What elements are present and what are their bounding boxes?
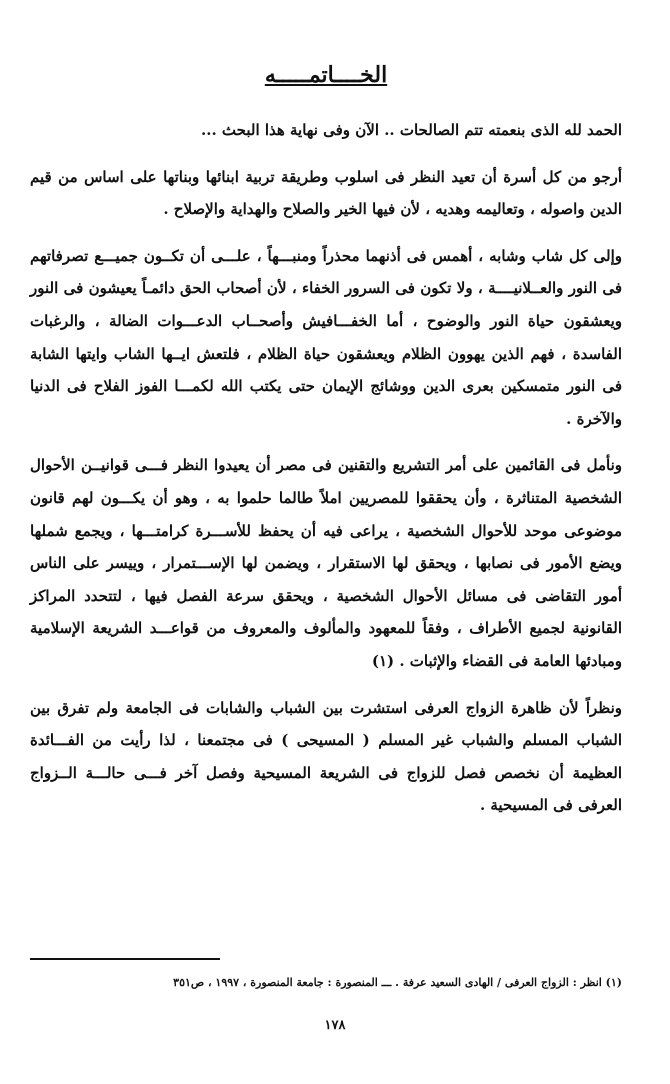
document-page (30, 58, 622, 836)
paragraph-intro: الحمد لله الذى بنعمته تتم الصالحات .. الآن وفى نهاية هذا البحث ... (201, 121, 622, 139)
paragraph-youth: وإلى كل شاب وشابه ، أهمس فى أذنهما محذراً ومنبـــهاً ، علـــى أن تكــون جميـــع تصرفاتهم فى النور والعــلانيــــة ، ولا تكون فى السرور الخفاء ، لأن أصحاب الحق دائمـاً يعيشون فى النور ويعشقون حياة النور والوضوح ، أما الخفـــافيش وأصحــاب الدعـــوات الضالة ، والرغبات الفاسدة ، فهم الذين يهوون الظلام ويعشقون حياة الظلام ، فلتعش ايــها الشاب وايتها الشابة فى النور متمسكين بعرى الدين ووشائج الإيمان حتى يكتب الله لكمـــا الفوز الفلاح فى الدنيا والآخرة . (30, 246, 622, 428)
paragraph-customary-marriage: ونظراً لأن ظاهرة الزواج العرفى استشرت بين الشباب والشابات فى الجامعة ولم تفرق بين الشباب المسلم والشباب غير المسلم ( المسيحى ) فى مجتمعنا ، لذا رأيت من الفـــائدة العظيمة أن نخصص فصل للزواج فى الشريعة المسيحية وفصل آخر فـــى حالـــة الــزواج العرفى فى المسيحية . (30, 698, 623, 815)
page-number: ١٧٨ (324, 1018, 346, 1033)
footnote: (١) انظر : الزواج العرفى / الهادى السعيد عرفة . ـــ المنصورة : جامعة المنصورة ، ١٩٩٧ ، ص٣٥١ (173, 976, 622, 989)
paragraph-legislation: ونأمل فى القائمين على أمر التشريع والتقنين فى مصر أن يعيدوا النظر فـــى قوانيــن الأحوال الشخصية المتناثرة ، وأن يحققوا للمصريين املاً طالما حلموا به ، وهو أن يكـــون لهم قانون موضوعى موحد للأحوال الشخصية ، يراعى فيه أن يحفظ للأســـرة كرامتـــها ، ويجمع شملها ويضع الأمور فى نصابها ، ويحقق لها الاستقرار ، ويضمن لها الإســـتمرار ، وييسر على الناس أمور التقاضى فى مسائل الأحوال الشخصية ، ويحقق سرعة الفصل فيها ، لتتحدد المراكز القانونية لجميع الأطراف ، وفقاً للمعهود والمألوف والمعروف من قواعـــد الشريعة الإسلامية ومبادئها العامة فى القضاء والإثبات . (١) (30, 456, 622, 670)
page-title: الخــــاتمـــــه (264, 62, 388, 88)
paragraph-family: أرجو من كل أسرة أن تعيد النظر فى اسلوب وطريقة تربية ابنائها وبناتها على اساس من قيم الدين واصوله ، وتعاليمه وهديه ، لأن فيها الخير والصلاح والهداية والإصلاح . (30, 167, 622, 219)
footnote-divider (30, 958, 220, 960)
